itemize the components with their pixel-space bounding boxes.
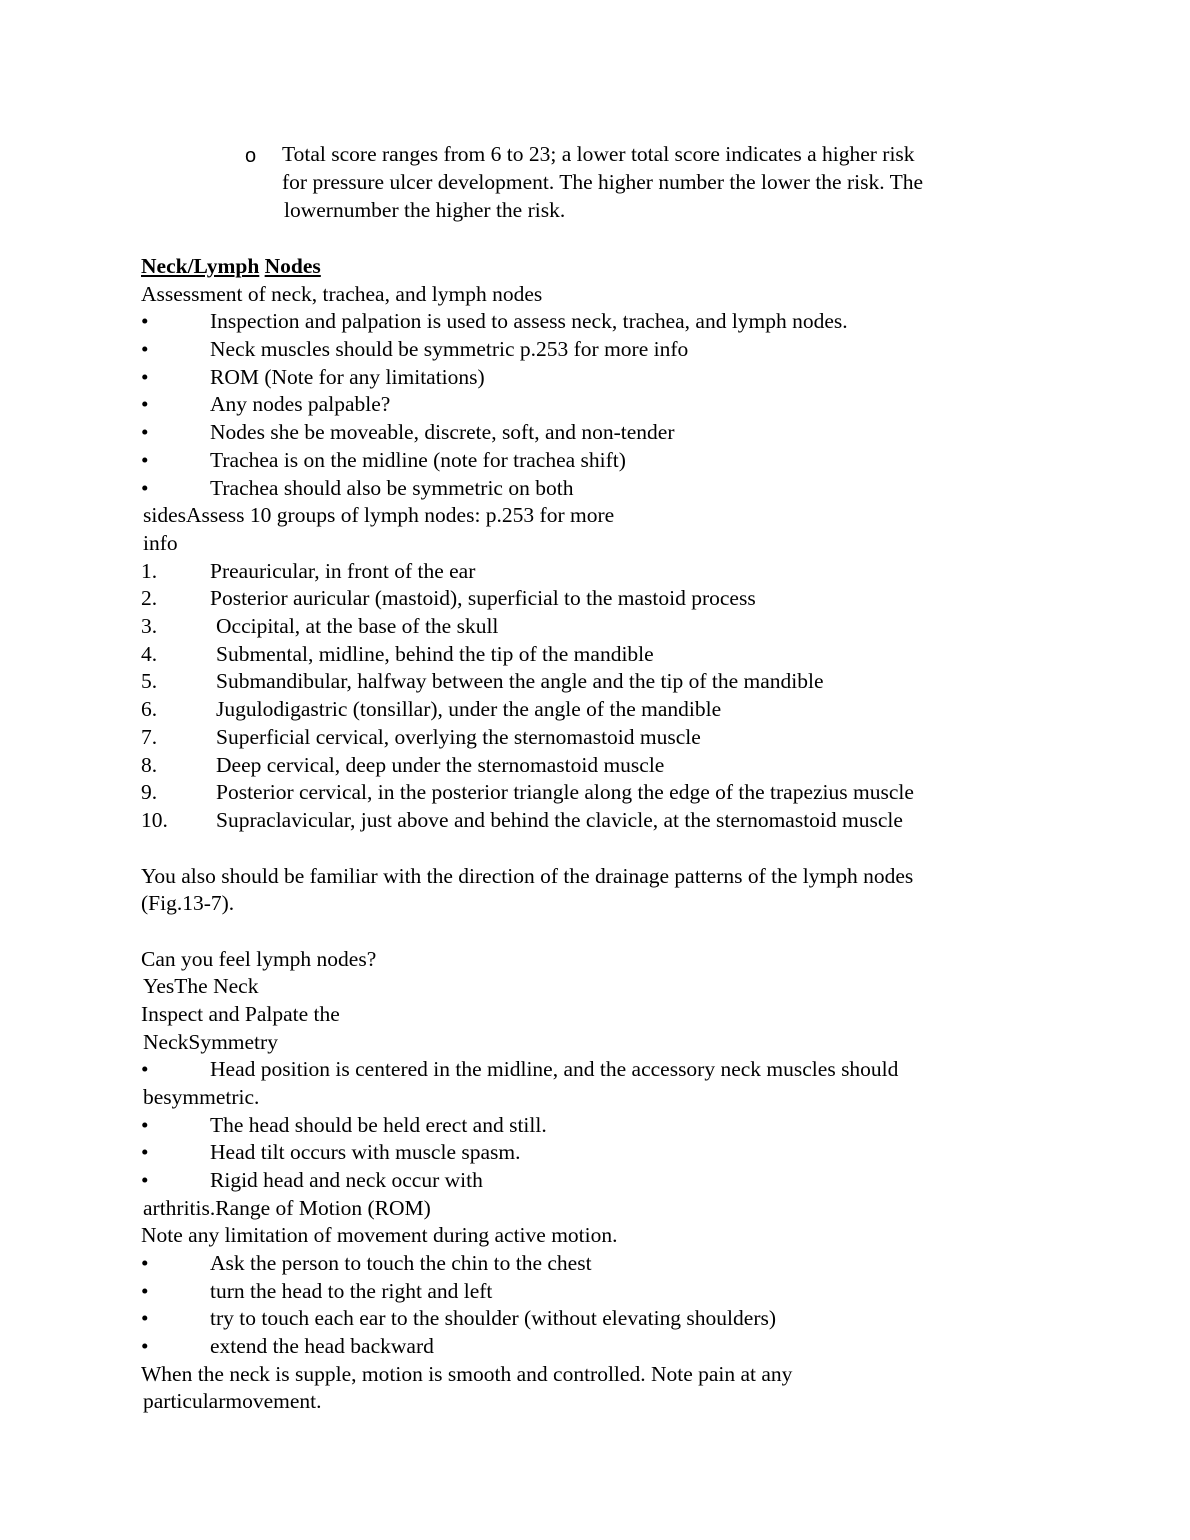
paragraph-line: YesThe Neck [143,974,259,998]
list-item: Rigid head and neck occur with [210,1168,483,1192]
paragraph-line: besymmetric. [143,1085,260,1109]
list-item: Jugulodigastric (tonsillar), under the angle of the mandible [216,697,722,721]
list-number: 5. [141,669,158,693]
list-number: 6. [141,697,158,721]
list-item: Superficial cervical, overlying the sternomastoid muscle [216,725,701,749]
list-item: Supraclavicular, just above and behind the clavicle, at the sternomastoid muscle [216,808,903,832]
paragraph-line: Can you feel lymph nodes? [141,947,377,971]
list-item: Trachea is on the midline (note for trachea shift) [210,448,626,472]
list-item: Head tilt occurs with muscle spasm. [210,1140,521,1164]
list-item: Submental, midline, behind the tip of the mandible [216,642,654,666]
list-marker: o [245,145,257,167]
score-note-line: for pressure ulcer development. The higher number the lower the risk. The [282,170,924,194]
paragraph-line: You also should be familiar with the direction of the drainage patterns of the lymph nodes [141,864,914,888]
list-number: 8. [141,753,158,777]
bullet-icon: • [141,392,149,416]
list-number: 10. [141,808,168,832]
list-item: extend the head backward [210,1334,434,1358]
list-item: Any nodes palpable? [210,392,391,416]
bullet-icon: • [141,420,149,444]
list-number: 2. [141,586,158,610]
list-item: Ask the person to touch the chin to the chest [210,1251,592,1275]
list-item: The head should be held erect and still. [210,1113,547,1137]
list-item: Deep cervical, deep under the sternomastoid muscle [216,753,665,777]
paragraph-line: sidesAssess 10 groups of lymph nodes: p.253 for more [143,503,615,527]
list-item: Nodes she be moveable, discrete, soft, and non-tender [210,420,675,444]
list-number: 9. [141,780,158,804]
section-heading [141,253,321,279]
bullet-icon: • [141,1279,149,1303]
heading-part: Neck/Lymph [141,254,260,278]
paragraph-line: When the neck is supple, motion is smooth and controlled. Note pain at any [141,1362,793,1386]
list-item: Posterior auricular (mastoid), superficial to the mastoid process [210,586,756,610]
paragraph-line: Note any limitation of movement during active motion. [141,1223,618,1247]
list-item: Occipital, at the base of the skull [216,614,499,638]
paragraph-line: arthritis.Range of Motion (ROM) [143,1196,431,1220]
list-item: try to touch each ear to the shoulder (without elevating shoulders) [210,1306,777,1330]
bullet-icon: • [141,309,149,333]
bullet-icon: • [141,365,149,389]
list-item: Trachea should also be symmetric on both [210,476,574,500]
list-item: Inspection and palpation is used to assess neck, trachea, and lymph nodes. [210,309,848,333]
bullet-icon: • [141,1251,149,1275]
list-item: Preauricular, in front of the ear [210,559,476,583]
list-item: turn the head to the right and left [210,1279,493,1303]
bullet-icon: • [141,476,149,500]
list-number: 3. [141,614,158,638]
bullet-icon: • [141,1057,149,1081]
score-note-line: lowernumber the higher the risk. [284,198,566,222]
list-item: Neck muscles should be symmetric p.253 for more info [210,337,689,361]
list-number: 1. [141,559,158,583]
bullet-icon: • [141,1168,149,1192]
bullet-icon: • [141,1306,149,1330]
bullet-icon: • [141,1113,149,1137]
paragraph-line: Inspect and Palpate the [141,1002,340,1026]
list-item: ROM (Note for any limitations) [210,365,485,389]
list-item: Posterior cervical, in the posterior triangle along the edge of the trapezius muscle [216,780,914,804]
list-item: Head position is centered in the midline, and the accessory neck muscles should [210,1057,899,1081]
list-item: Submandibular, halfway between the angle and the tip of the mandible [216,669,824,693]
section-intro: Assessment of neck, trachea, and lymph nodes [141,282,543,306]
paragraph-line: (Fig.13-7). [141,891,235,915]
bullet-icon: • [141,337,149,361]
bullet-icon: • [141,448,149,472]
heading-part: Nodes [264,254,321,278]
paragraph-line: info [143,531,178,555]
bullet-icon: • [141,1334,149,1358]
list-number: 7. [141,725,158,749]
list-number: 4. [141,642,158,666]
bullet-icon: • [141,1140,149,1164]
paragraph-line: NeckSymmetry [143,1030,278,1054]
score-note-line: Total score ranges from 6 to 23; a lower total score indicates a higher risk [282,142,915,166]
paragraph-line: particularmovement. [143,1389,322,1413]
